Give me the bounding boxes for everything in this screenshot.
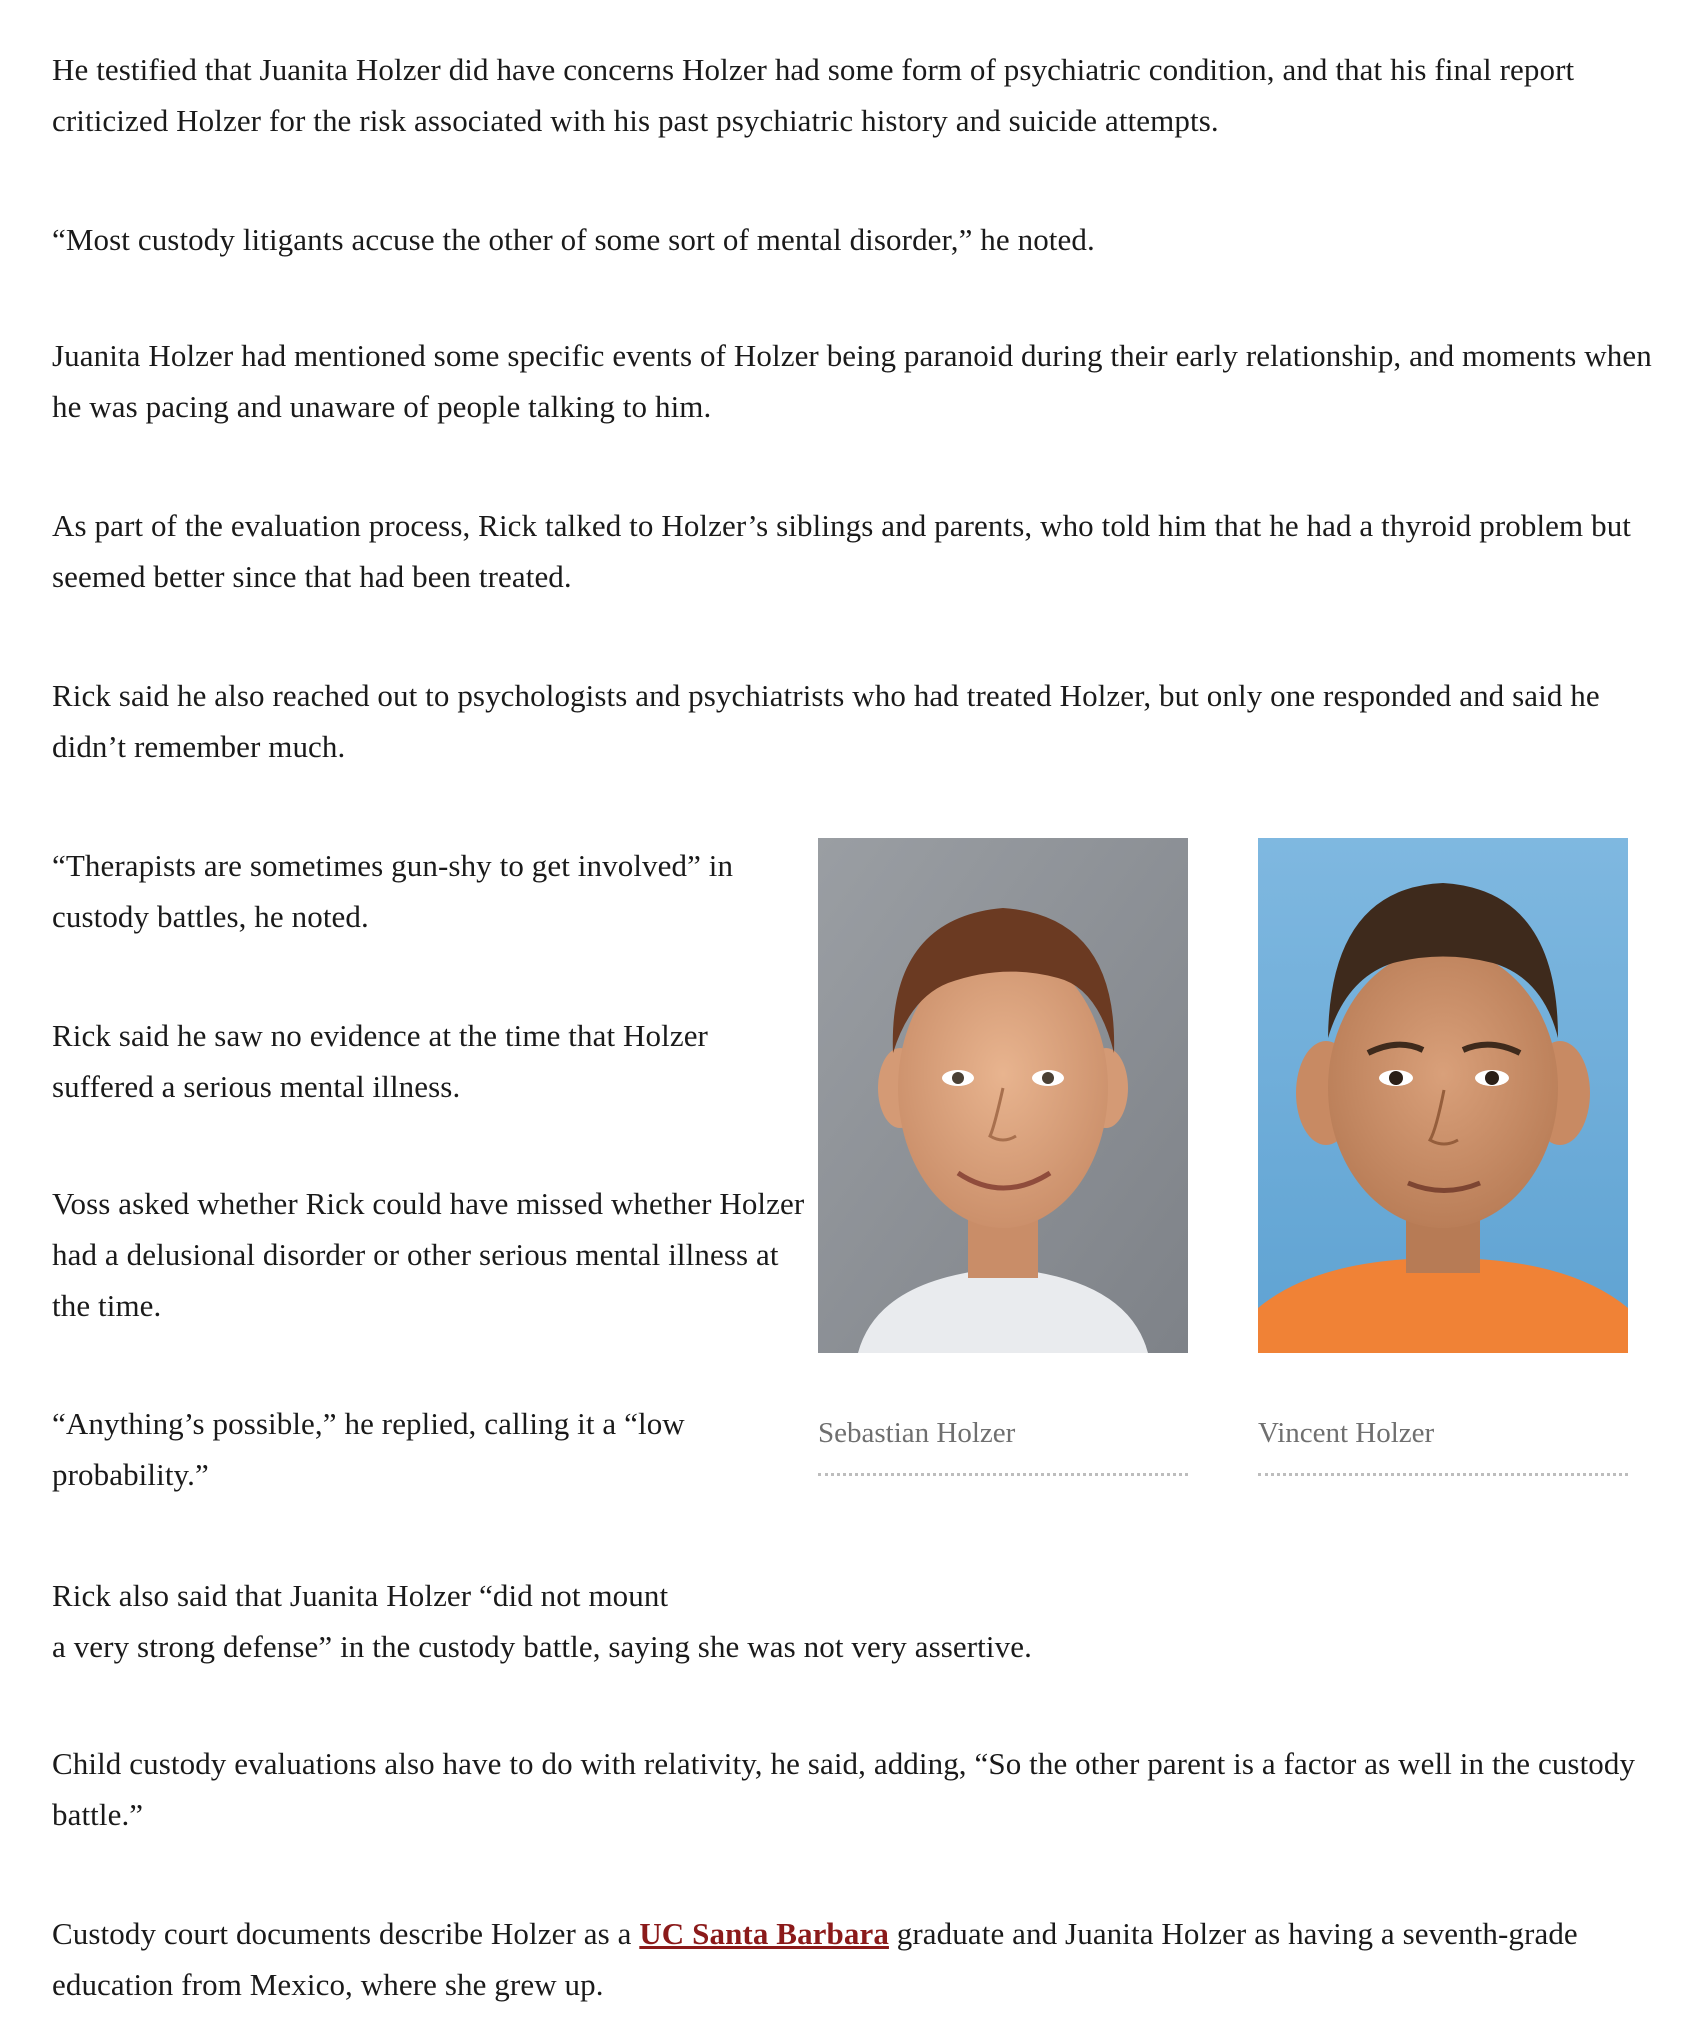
- paragraph-defense-line-2: a very strong defense” in the custody battle, saying she was not very assertive.: [52, 1629, 1032, 1664]
- paragraph-litigants-quote: “Most custody litigants accuse the other of some sort of mental disorder,” he noted.: [52, 222, 1095, 257]
- vincent-holzer-caption: Vincent Holzer: [1258, 1413, 1628, 1476]
- paragraph-education: [52, 1908, 1672, 2010]
- paragraph-testimony: He testified that Juanita Holzer did have concerns Holzer had some form of psychiatric condition, and that his final report criticized Holzer for the risk associated with his past psychiatric history and suicide attempts.: [52, 52, 1575, 138]
- paragraph-paranoid-events: Juanita Holzer had mentioned some specific events of Holzer being paranoid during their early relationship, and moments when he was pacing and unaware of people talking to him.: [52, 338, 1652, 424]
- paragraph-reached-out: Rick said he also reached out to psychologists and psychiatrists who had treated Holzer, but only one responded and said he didn’t remember much.: [52, 678, 1600, 764]
- paragraph-defense: [52, 1570, 1672, 1672]
- sebastian-holzer-photo: [818, 838, 1188, 1353]
- vincent-holzer-photo: [1258, 838, 1628, 1353]
- uc-santa-barbara-link[interactable]: UC Santa Barbara: [639, 1916, 889, 1951]
- sebastian-holzer-caption: Sebastian Holzer: [818, 1413, 1188, 1476]
- paragraph-no-evidence: Rick said he saw no evidence at the time that Holzer suffered a serious mental illness.: [52, 1018, 708, 1104]
- paragraph-defense-line-1: Rick also said that Juanita Holzer “did not mount: [52, 1578, 669, 1613]
- paragraph-therapists-quote: “Therapists are sometimes gun-shy to get involved” in custody battles, he noted.: [52, 848, 734, 934]
- paragraph-anything-possible: “Anything’s possible,” he replied, calling it a “low probability.”: [52, 1406, 685, 1492]
- education-text-before: Custody court documents describe Holzer as a: [52, 1916, 640, 1951]
- paragraph-relativity: Child custody evaluations also have to do with relativity, he said, adding, “So the other parent is a factor as well in the custody battle.”: [52, 1746, 1636, 1832]
- education-text-after: graduate and Juanita Holzer as having a seventh-grade education from Mexico, where she grew up.: [52, 1916, 1578, 2002]
- paragraph-evaluation-process: As part of the evaluation process, Rick talked to Holzer’s siblings and parents, who told him that he had a thyroid problem but seemed better since that had been treated.: [52, 508, 1632, 594]
- paragraph-voss-question: Voss asked whether Rick could have missed whether Holzer had a delusional disorder or other serious mental illness at the time.: [52, 1186, 805, 1323]
